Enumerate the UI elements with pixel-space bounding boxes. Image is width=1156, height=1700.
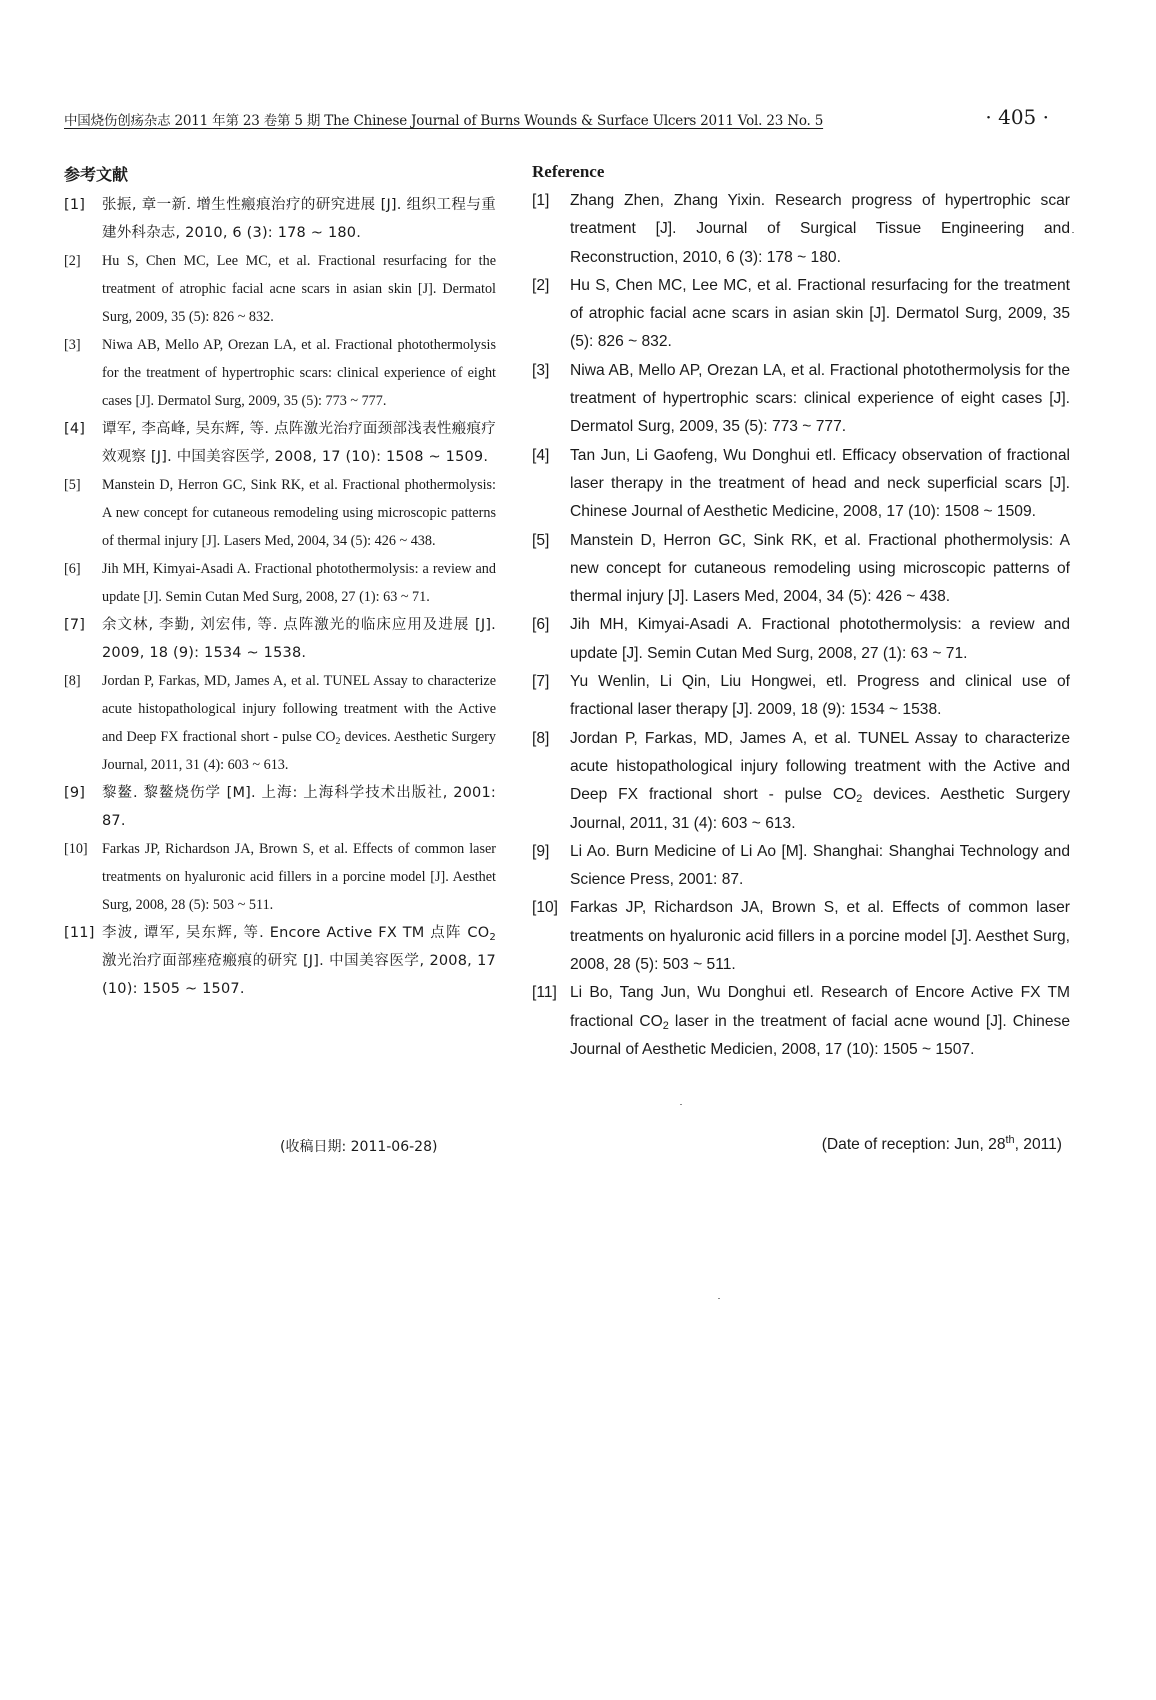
reference-text: Jordan P, Farkas, MD, James A, et al. TUNEL Assay to characterize acute histopathological injury following treatment with the Active and Deep FX fractional short - pulse $CO_2$ devices. Aesthetic Surgery Journal, 2011, 31 (4): 603 ~ 613. xyxy=(570,729,1070,832)
reference-number: [4] xyxy=(64,421,86,437)
reference-number: [3] xyxy=(532,361,550,379)
reference-item xyxy=(64,471,496,555)
reference-text: 谭军, 李高峰, 吴东辉, 等. 点阵激光治疗面颈部浅表性瘢痕疗效观察 [J]. 中国美容医学, 2008, 17 (10): 1508 ~ 1509. xyxy=(102,421,496,465)
reference-text: Manstein D, Herron GC, Sink RK, et al. Fractional phothermolysis: A new concept for cutaneous remodeling using microscopic patterns of thermal injury [J]. Lasers Med, 2004, 34 (5): 426 ~ 438. xyxy=(570,531,1070,606)
reference-number: [2] xyxy=(64,253,81,269)
reference-text: Manstein D, Herron GC, Sink RK, et al. Fractional phothermolysis: A new concept for cutaneous remodeling using microscopic patterns of thermal injury [J]. Lasers Med, 2004, 34 (5): 426 ~ 438. xyxy=(102,477,496,549)
reference-text: Li Bo, Tang Jun, Wu Donghui etl. Research of Encore Active FX TM fractional $CO_2$ laser in the treatment of facial acne wound [J]. Chinese Journal of Aesthetic Medicien, 2008, 17 (10): 1505 ~ 1507. xyxy=(570,984,1070,1058)
reference-number: [5] xyxy=(532,531,550,549)
scan-speck xyxy=(680,1104,682,1105)
scan-speck xyxy=(1072,232,1074,233)
page-number: · 405 · xyxy=(985,105,1049,129)
running-header xyxy=(64,105,1064,133)
reference-text: 李波, 谭军, 吴东辉, 等. Encore Active FX TM 点阵 $CO_2$ 激光治疗面部痤疮瘢痕的研究 [J]. 中国美容医学, 2008, 17 (10): 1505 ~ 1507. xyxy=(102,925,496,997)
reception-date-english: (Date of reception: Jun, 28th, 2011) xyxy=(821,1134,1062,1153)
reference-text: Zhang Zhen, Zhang Yixin. Research progress of hypertrophic scar treatment [J]. Journal of Surgical Tissue Engineering and Reconstruction, 2010, 6 (3): 178 ~ 180. xyxy=(570,192,1070,266)
reference-item xyxy=(64,555,496,611)
reference-text: Farkas JP, Richardson JA, Brown S, et al. Effects of common laser treatments on hyaluronic acid fillers in a porcine model [J]. Aesthet Surg, 2008, 28 (5): 503 ~ 511. xyxy=(102,841,496,913)
reference-item xyxy=(532,725,1070,838)
reference-number: [8] xyxy=(532,729,550,747)
reference-text: 余文林, 李勤, 刘宏伟, 等. 点阵激光的临床应用及进展 [J]. 2009, 18 (9): 1534 ~ 1538. xyxy=(102,617,496,661)
reference-text: Li Ao. Burn Medicine of Li Ao [M]. Shanghai: Shanghai Technology and Science Press, 2001: 87. xyxy=(570,842,1070,889)
reference-item xyxy=(532,527,1070,612)
reference-text: Niwa AB, Mello AP, Orezan LA, et al. Fractional photothermolysis for the treatment of hypertrophic scars: clinical experience of eight cases [J]. Dermatol Surg, 2009, 35 (5): 773 ~ 777. xyxy=(102,337,496,409)
reference-item xyxy=(64,779,496,835)
reference-text: Tan Jun, Li Gaofeng, Wu Donghui etl. Efficacy observation of fractional laser therapy in the treatment of head and neck superficial scars [J]. Chinese Journal of Aesthetic Medicine, 2008, 17 (10): 1508 ~ 1509. xyxy=(570,446,1070,521)
reference-number: [9] xyxy=(532,842,550,860)
reference-number: [3] xyxy=(64,337,81,353)
reference-item xyxy=(64,611,496,667)
reception-date-chinese: (收稿日期: 2011-06-28) xyxy=(280,1139,438,1155)
reference-item xyxy=(64,919,496,1003)
reference-item xyxy=(64,415,496,471)
reference-text: Hu S, Chen MC, Lee MC, et al. Fractional resurfacing for the treatment of atrophic facial acne scars in asian skin [J]. Dermatol Surg, 2009, 35 (5): 826 ~ 832. xyxy=(570,276,1070,351)
reference-text: Niwa AB, Mello AP, Orezan LA, et al. Fractional photothermolysis for the treatment of hypertrophic scars: clinical experience of eight cases [J]. Dermatol Surg, 2009, 35 (5): 773 ~ 777. xyxy=(570,361,1070,436)
reference-number: [2] xyxy=(532,276,550,294)
reference-text: 张振, 章一新. 增生性瘢痕治疗的研究进展 [J]. 组织工程与重建外科杂志, 2010, 6 (3): 178 ~ 180. xyxy=(102,197,496,241)
reference-text: Jih MH, Kimyai-Asadi A. Fractional photothermolysis: a review and update [J]. Semin Cutan Med Surg, 2008, 27 (1): 63 ~ 71. xyxy=(102,561,496,605)
references-title-chinese: 参考文献 xyxy=(64,165,129,184)
reference-number: [9] xyxy=(64,785,86,801)
reference-item xyxy=(64,835,496,919)
reference-number: [1] xyxy=(64,197,86,213)
reference-item xyxy=(532,894,1070,979)
reference-item xyxy=(64,667,496,779)
reference-item xyxy=(532,187,1070,272)
reference-number: [7] xyxy=(64,617,86,633)
reference-number: [8] xyxy=(64,673,81,689)
reference-number: [10] xyxy=(532,899,559,917)
journal-header-line: 中国烧伤创疡杂志 2011 年第 23 卷第 5 期 The Chinese Journal of Burns Wounds & Surface Ulcers 2011 Vol. 23 No. 5 xyxy=(64,113,824,129)
reference-number: [11] xyxy=(64,925,95,941)
reference-text: 黎鳌. 黎鳌烧伤学 [M]. 上海: 上海科学技术出版社, 2001: 87. xyxy=(102,785,496,829)
reference-number: [11] xyxy=(532,984,557,1002)
reference-number: [10] xyxy=(64,841,88,857)
reference-item xyxy=(532,272,1070,357)
reference-item xyxy=(532,668,1070,725)
reference-text: Jih MH, Kimyai-Asadi A. Fractional photothermolysis: a review and update [J]. Semin Cutan Med Surg, 2008, 27 (1): 63 ~ 71. xyxy=(570,616,1070,662)
reference-text: Farkas JP, Richardson JA, Brown S, et al. Effects of common laser treatments on hyaluronic acid fillers in a porcine model [J]. Aesthet Surg, 2008, 28 (5): 503 ~ 511. xyxy=(570,899,1070,974)
reference-item xyxy=(532,979,1070,1064)
reference-text: Hu S, Chen MC, Lee MC, et al. Fractional resurfacing for the treatment of atrophic facial acne scars in asian skin [J]. Dermatol Surg, 2009, 35 (5): 826 ~ 832. xyxy=(102,253,496,325)
reference-item xyxy=(532,611,1070,668)
reference-number: [6] xyxy=(64,561,81,577)
reference-number: [7] xyxy=(532,673,550,691)
references-column-chinese xyxy=(64,162,496,1003)
reference-number: [1] xyxy=(532,192,550,209)
references-title-english: Reference xyxy=(532,162,605,181)
reference-item xyxy=(64,331,496,415)
references-column-english xyxy=(532,162,1070,1064)
reference-item xyxy=(532,442,1070,527)
reference-number: [4] xyxy=(532,446,550,464)
reference-number: [5] xyxy=(64,477,81,493)
scan-speck xyxy=(718,1298,720,1299)
reference-number: [6] xyxy=(532,616,550,634)
reference-text: Yu Wenlin, Li Qin, Liu Hongwei, etl. Progress and clinical use of fractional laser therapy [J]. 2009, 18 (9): 1534 ~ 1538. xyxy=(570,673,1070,719)
reference-text: Jordan P, Farkas, MD, James A, et al. TUNEL Assay to characterize acute histopathological injury following treatment with the Active and Deep FX fractional short - pulse $CO_2$ devices. Aesthetic Surgery Journal, 2011, 31 (4): 603 ~ 613. xyxy=(102,673,497,773)
reference-item xyxy=(532,838,1070,895)
reference-item xyxy=(64,191,496,247)
reference-item xyxy=(532,357,1070,442)
reference-item xyxy=(64,247,496,331)
